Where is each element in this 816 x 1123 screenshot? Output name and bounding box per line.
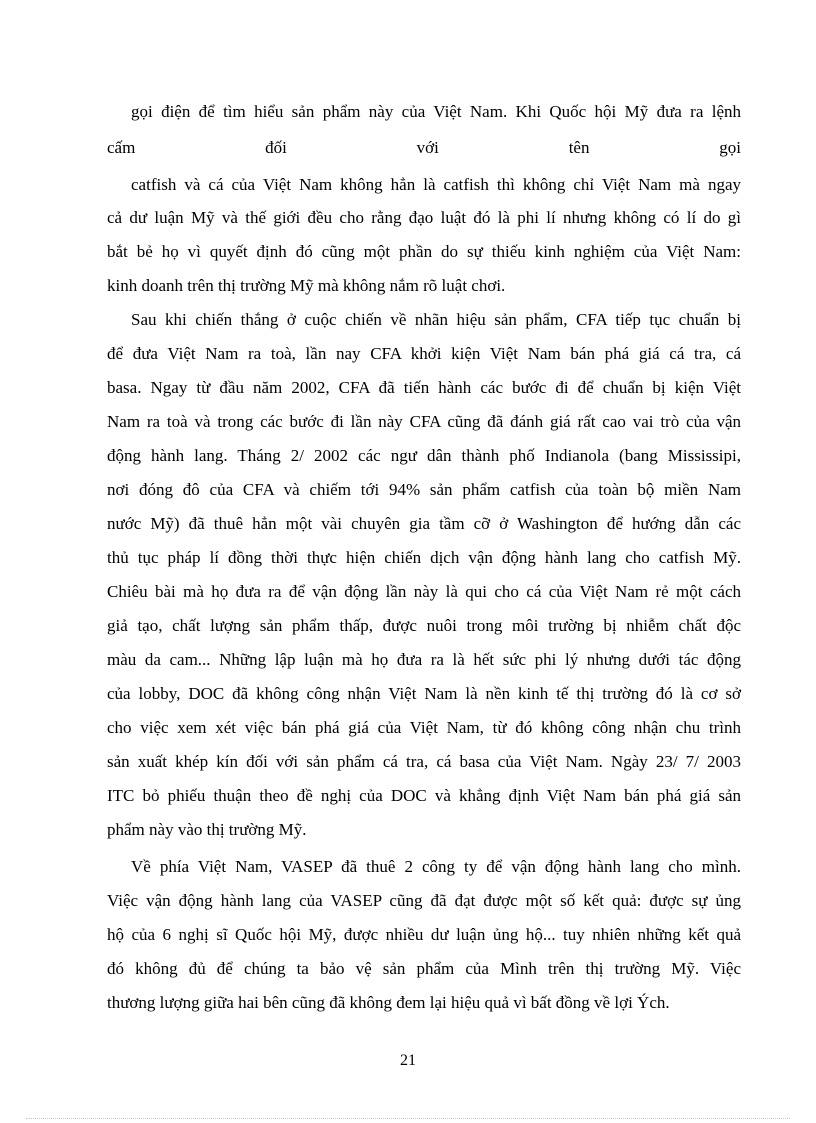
page-number: 21 [400,1052,416,1069]
text-line-4: cả dư luận Mỹ và thế giới đều cho rằng đạo luật đó là phi lí nhưng không có lí do gì [107,208,741,227]
text-line-16: giả tạo, chất lượng sản phẩm thấp, được nuôi trong môi trường bị nhiễm chất độc [107,616,741,635]
text-line-21: ITC bỏ phiếu thuận theo đề nghị của DOC và khẳng định Việt Nam bán phá giá sản [107,786,741,805]
text-line-5: bắt bẻ họ vì quyết định đó cũng một phần do sự thiếu kinh nghiệm của Việt Nam: [107,242,741,261]
text-line-18: của lobby, DOC đã không công nhận Việt Nam là nền kinh tế thị trường đó là cơ sở [107,684,741,703]
text-line-13: nước Mỹ) đã thuê hẳn một vài chuyên gia tầm cỡ ở Washington để hướng dẫn các [107,514,741,533]
text-line-2: cấm đối với tên gọi [107,138,741,157]
text-line-20: sản xuất khép kín đối với sản phẩm cá tra, cá basa của Việt Nam. Ngày 23/ 7/ 2003 [107,752,741,771]
text-line-25: hộ của 6 nghị sĩ Quốc hội Mỹ, được nhiều dư luận ủng hộ... tuy nhiên những kết quả [107,925,741,944]
text-line-19: cho việc xem xét việc bán phá giá của Việt Nam, từ đó không công nhận chu trình [107,718,741,737]
text-line-7: Sau khi chiến thắng ở cuộc chiến về nhãn hiệu sản phẩm, CFA tiếp tục chuẩn bị [131,310,741,329]
text-line-9: basa. Ngay từ đầu năm 2002, CFA đã tiến hành các bước đi để chuẩn bị kiện Việt [107,378,741,397]
page-bottom-divider [26,1118,790,1119]
text-line-22: phẩm này vào thị trường Mỹ. [107,820,307,839]
text-line-10: Nam ra toà và trong các bước đi lần này CFA cũng đã đánh giá rất cao vai trò của vận [107,412,741,431]
text-line-27: thương lượng giữa hai bên cũng đã không đem lại hiệu quả vì bất đồng về lợi Ých. [107,993,670,1012]
text-line-24: Việc vận động hành lang của VASEP cũng đã đạt được một số kết quả: được sự ủng [107,891,741,910]
text-line-6: kinh doanh trên thị trường Mỹ mà không nắm rõ luật chơi. [107,276,506,295]
text-line-15: Chiêu bài mà họ đưa ra để vận động lần này là qui cho cá của Việt Nam rẻ một cách [107,582,741,601]
text-line-23: Về phía Việt Nam, VASEP đã thuê 2 công ty để vận động hành lang cho mình. [131,857,741,876]
text-line-17: màu da cam... Những lập luận mà họ đưa ra là hết sức phi lý nhưng dưới tác động [107,650,741,669]
text-line-14: thủ tục pháp lí đồng thời thực hiện chiến dịch vận động hành lang cho catfish Mỹ. [107,548,741,567]
text-line-26: đó không đủ để chúng ta bảo vệ sản phẩm của Mình trên thị trường Mỹ. Việc [107,959,741,978]
text-line-8: để đưa Việt Nam ra toà, lần nay CFA khởi kiện Việt Nam bán phá giá cá tra, cá [107,344,741,363]
text-line-3: catfish và cá của Việt Nam không hẳn là catfish thì không chỉ Việt Nam mà ngay [131,175,741,194]
text-line-11: động hành lang. Tháng 2/ 2002 các ngư dân thành phố Indianola (bang Mississipi, [107,446,741,465]
text-line-12: nơi đóng đô của CFA và chiếm tới 94% sản phẩm catfish của toàn bộ miền Nam [107,480,741,499]
text-line-1: gọi điện để tìm hiểu sản phẩm này của Việt Nam. Khi Quốc hội Mỹ đưa ra lệnh [131,102,741,121]
